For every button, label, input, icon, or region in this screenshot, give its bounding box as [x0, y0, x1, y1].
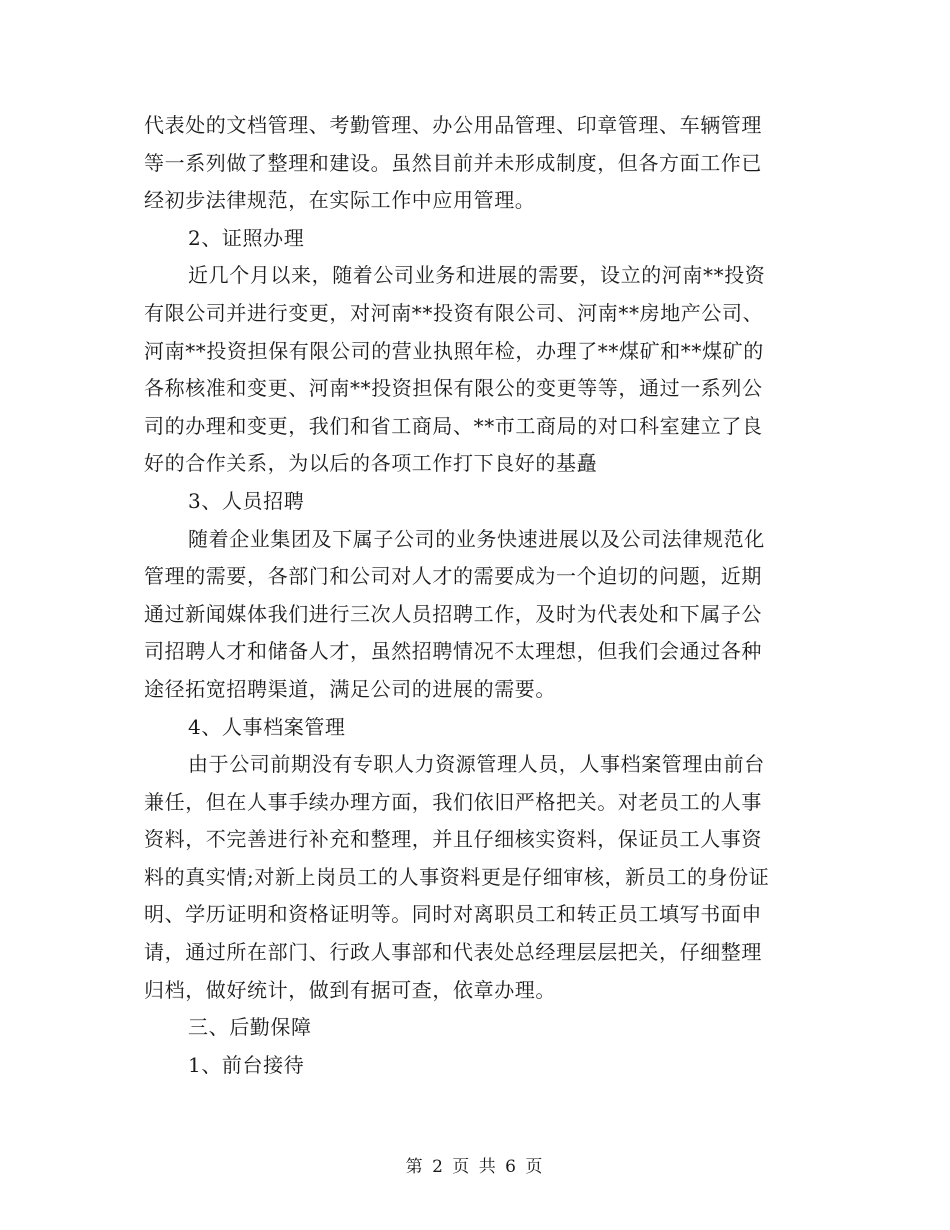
text-line: 近几个月以来，随着公司业务和进展的需要，设立的河南**投资 — [188, 263, 766, 288]
text-line: 兼任，但在人事手续办理方面，我们依旧严格把关。对老员工的人事 — [144, 789, 762, 814]
text-line: 由于公司前期没有专职人力资源管理人员，人事档案管理由前台 — [188, 752, 765, 777]
text-line: 通过新闻媒体我们进行三次人员招聘工作，及时为代表处和下属子公 — [144, 601, 762, 626]
text-line: 管理的需要，各部门和公司对人才的需要成为一个迫切的问题，近期 — [144, 564, 762, 589]
text-line: 途径拓宽招聘渠道，满足公司的进展的需要。 — [144, 676, 556, 701]
text-line: 好的合作关系，为以后的各项工作打下良好的基矗 — [144, 451, 598, 476]
text-line: 河南**投资担保有限公司的营业执照年检，办理了**煤矿和**煤矿的 — [144, 338, 764, 363]
text-line: 各称核准和变更、河南**投资担保有限公的变更等等，通过一系列公 — [144, 376, 763, 401]
text-line: 归档，做好统计，做到有据可查，依章办理。 — [144, 977, 556, 1002]
text-line: 代表处的文档管理、考勤管理、办公用品管理、印章管理、车辆管理 — [144, 113, 762, 137]
text-line: 司的办理和变更，我们和省工商局、**市工商局的对口科室建立了良 — [144, 413, 763, 438]
text-line: 2、证照办理 — [188, 225, 305, 250]
text-line: 4、人事档案管理 — [188, 714, 346, 739]
text-line: 资料，不完善进行补充和整理，并且仔细核实资料，保证员工人事资 — [144, 827, 762, 852]
text-line: 料的真实情;对新上岗员工的人事资料更是仔细审核，新员工的身份证 — [144, 864, 770, 889]
text-line: 等一系列做了整理和建设。虽然目前并未形成制度，但各方面工作已 — [144, 150, 762, 175]
text-line: 有限公司并进行变更，对河南**投资有限公司、河南**房地产公司、 — [144, 300, 764, 325]
text-line: 3、人员招聘 — [188, 488, 305, 513]
text-line: 明、学历证明和资格证明等。同时对离职员工和转正员工填写书面申 — [144, 902, 762, 927]
text-line: 三、后勤保障 — [188, 1015, 312, 1040]
document-body — [144, 107, 806, 1084]
text-line: 随着企业集团及下属子公司的业务快速进展以及公司法律规范化 — [188, 526, 765, 551]
text-line: 司招聘人才和储备人才，虽然招聘情况不太理想，但我们会通过各种 — [144, 639, 762, 664]
text-line: 1、前台接待 — [188, 1052, 305, 1077]
page-number-footer: 第 2 页 共 6 页 — [405, 1157, 545, 1177]
text-line: 请，通过所在部门、行政人事部和代表处总经理层层把关，仔细整理 — [144, 940, 762, 965]
text-line: 经初步法律规范，在实际工作中应用管理。 — [144, 188, 536, 213]
